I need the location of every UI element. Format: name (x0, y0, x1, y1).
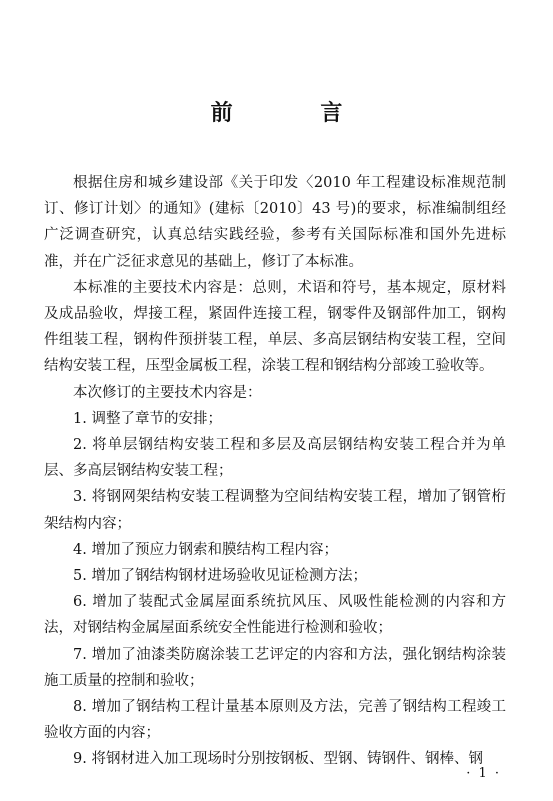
list-item-9: 9. 将钢材进入加工现场时分别按钢板、型钢、铸钢件、钢棒、钢 (73, 751, 483, 768)
preface-body (44, 170, 506, 773)
page-number: · 1 · (466, 766, 501, 781)
paragraph-intro: 根据住房和城乡建设部《关于印发〈2010 年工程建设标准规范制订、修订计划〉的通知》(建标〔2010〕43 号)的要求，标准编制组经广泛调查研究，认真总结实践经验，参考有关国际标准和国外先进标准，并在广泛征求意见的基础上，修订了本标准。 (44, 175, 506, 270)
list-item-4: 4. 增加了预应力钢索和膜结构工程内容； (73, 541, 338, 558)
page-title: 前 言 (210, 101, 383, 126)
list-item-6: 6. 增加了装配式金属屋面系统抗风压、风吸性能检测的内容和方法，对钢结构金属屋面系统安全性能进行检测和验收； (44, 594, 506, 637)
paragraph-revision-heading: 本次修订的主要技术内容是： (73, 384, 262, 401)
list-item-3: 3. 将钢网架结构安装工程调整为空间结构安装工程，增加了钢管桁架结构内容； (44, 489, 506, 532)
paragraph-main-content: 本标准的主要技术内容是：总则，术语和符号，基本规定，原材料及成品验收，焊接工程，紧固件连接工程，钢零件及钢部件加工，钢构件组装工程，钢构件预拼装工程，单层、多高层钢结构安装工程，空间结构安装工程，压型金属板工程，涂装工程和钢结构分部竣工验收等。 (44, 279, 506, 375)
list-item-8: 8. 增加了钢结构工程计量基本原则及方法，完善了钢结构工程竣工验收方面的内容； (44, 699, 506, 742)
list-item-1: 1. 调整了章节的安排； (73, 410, 222, 427)
list-item-7: 7. 增加了油漆类防腐涂装工艺评定的内容和方法，强化钢结构涂装施工质量的控制和验收； (44, 646, 506, 689)
list-item-2: 2. 将单层钢结构安装工程和多层及高层钢结构安装工程合并为单层、多高层钢结构安装工程； (44, 437, 506, 480)
list-item-5: 5. 增加了钢结构钢材进场验收见证检测方法； (73, 568, 367, 585)
